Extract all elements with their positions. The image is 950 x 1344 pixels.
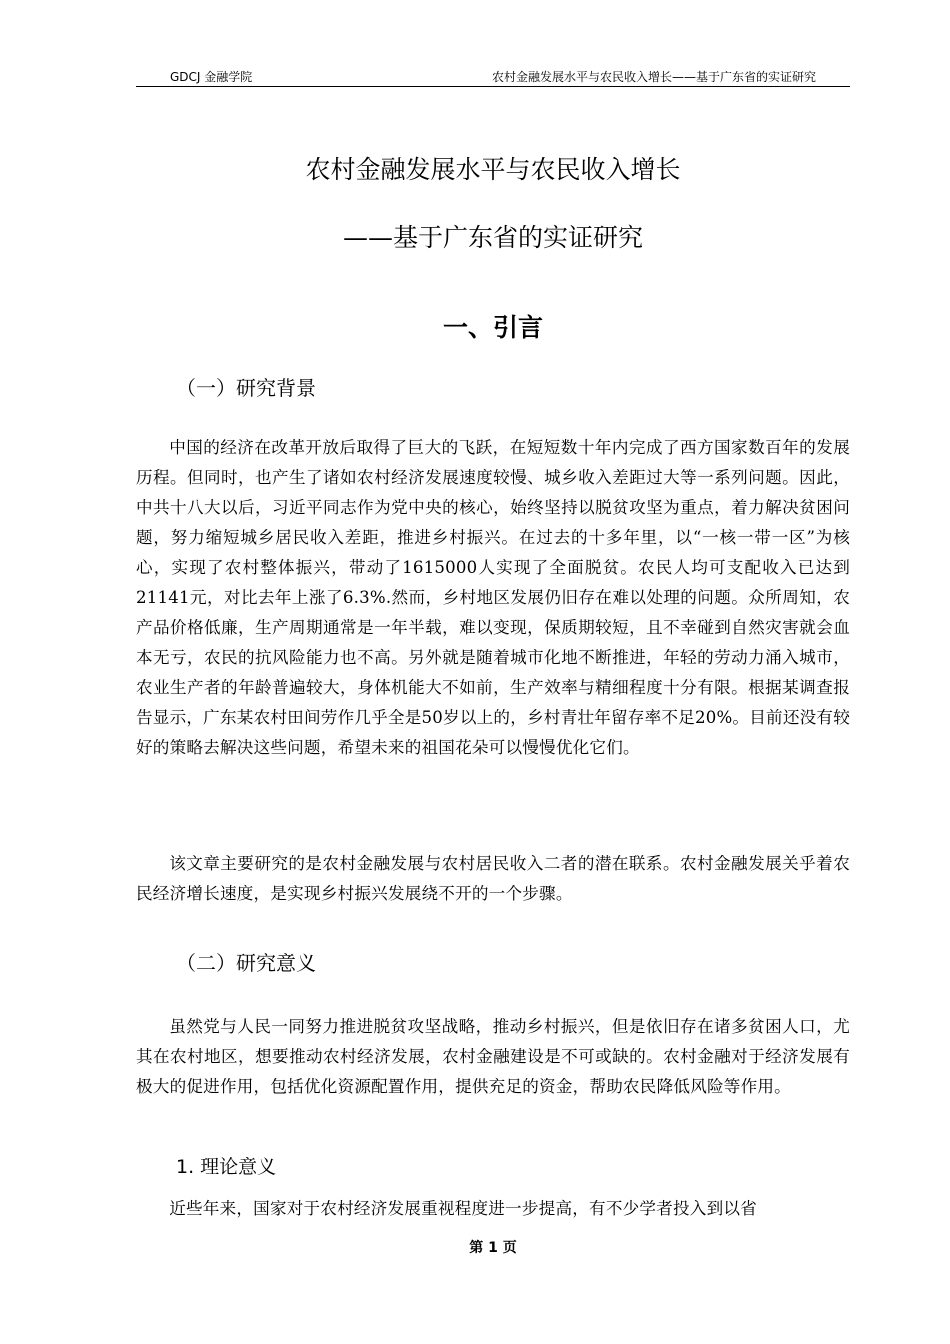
significance-paragraph-1: 虽然党与人民一同努力推进脱贫攻坚战略，推动乡村振兴，但是依旧存在诸多贫困人口，尤其在农村地区，想要推动农村经济发展，农村金融建设是不可或缺的。农村金融对于经济发展有极大的促进作用，包括优化资源配置作用，提供充足的资金，帮助农民降低风险等作用。 xyxy=(136,1017,850,1096)
subsection-heading-background: （一）研究背景 xyxy=(176,376,316,400)
page-header xyxy=(136,66,850,87)
page-number: 第 1 页 xyxy=(469,1240,517,1256)
header-running-title: 农村金融发展水平与农民收入增长——基于广东省的实证研究 xyxy=(491,70,816,84)
item-heading-theoretical-significance: 1. 理论意义 xyxy=(176,1156,277,1178)
theoretical-significance-paragraph: 近些年来，国家对于农村经济发展重视程度进一步提高，有不少学者投入到以省 xyxy=(169,1199,757,1218)
section-heading-introduction: 一、引言 xyxy=(442,313,543,342)
paper-title: 农村金融发展水平与农民收入增长 xyxy=(305,155,681,184)
subsection-heading-significance: （二）研究意义 xyxy=(176,951,316,975)
paper-subtitle: ——基于广东省的实证研究 xyxy=(342,223,643,252)
header-institution: GDCJ 金融学院 xyxy=(170,70,253,84)
background-paragraph-1: 中国的经济在改革开放后取得了巨大的飞跃，在短短数十年内完成了西方国家数百年的发展历程。但同时，也产生了诸如农村经济发展速度较慢、城乡收入差距过大等一系列问题。因此，中共十八大以后，习近平同志作为党中央的核心，始终坚持以脱贫攻坚为重点，着力解决贫困问题，努力缩短城乡居民收入差距，推进乡村振兴。在过去的十多年里，以“一核一带一区”为核心，实现了农村整体振兴，带动了1615000人实现了全面脱贫。农民人均可支配收入已达到21141元，对比去年上涨了6.3%.然而，乡村地区发展仍旧存在难以处理的问题。众所周知，农产品价格低廉，生产周期通常是一年半载，难以变现，保质期较短，且不幸碰到自然灾害就会血本无亏，农民的抗风险能力也不高。另外就是随着城市化地不断推进，年轻的劳动力涌入城市，农业生产者的年龄普遍较大，身体机能大不如前，生产效率与精细程度十分有限。根据某调查报告显示，广东某农村田间劳作几乎全是50岁以上的，乡村青壮年留存率不足20%。目前还没有较好的策略去解决这些问题，希望未来的祖国花朵可以慢慢优化它们。 xyxy=(136,438,850,757)
background-paragraph-2: 该文章主要研究的是农村金融发展与农村居民收入二者的潜在联系。农村金融发展关乎着农民经济增长速度，是实现乡村振兴发展绕不开的一个步骤。 xyxy=(136,854,850,903)
